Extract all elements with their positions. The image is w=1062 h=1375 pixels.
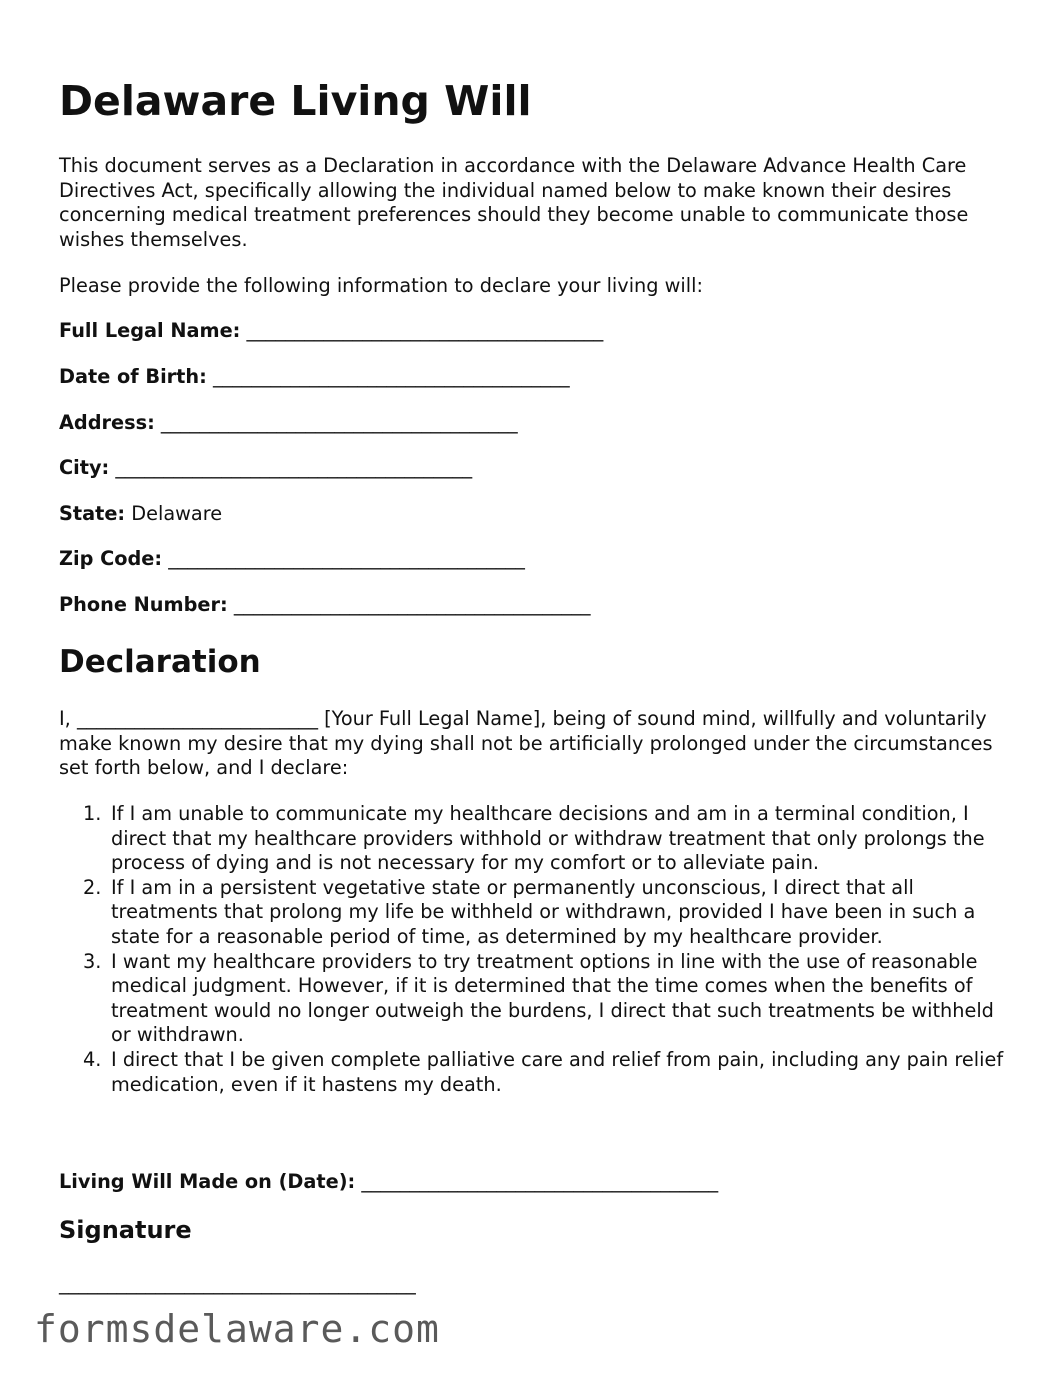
city-label: City: [59,456,110,479]
intro-paragraph: This document serves as a Declaration in accordance with the Delaware Advance Health Care Directives Act, specifically allowing the individual named below to make known their desires concerning medical treatment preferences should they become unable to communicate those wishes themselves. [59,154,969,251]
state-label: State: [59,502,126,525]
document-title: Delaware Living Will [59,77,532,125]
address-label: Address: [59,411,155,434]
field-full-legal-name [59,319,603,343]
zip-code-label: Zip Code: [59,547,163,570]
made-on-date-blank[interactable]: _____________________________________ [361,1170,719,1193]
instructions-prompt: Please provide the following information to declare your living will: [59,274,703,297]
signature-line[interactable]: _____________________________________ [59,1272,416,1295]
field-date-of-birth [59,365,570,389]
list-item-number: 4. [83,1047,102,1071]
field-phone-number [59,593,591,617]
list-item [59,802,1009,876]
watermark: formsdelaware.com [34,1307,440,1351]
list-item-number: 1. [83,802,102,825]
made-on-date-label: Living Will Made on (Date): [59,1170,356,1193]
field-made-on-date [59,1170,718,1194]
address-blank[interactable]: _____________________________________ [160,411,518,434]
phone-number-label: Phone Number: [59,593,228,616]
declaration-heading: Declaration [59,644,261,680]
field-city [59,456,472,480]
list-item [59,1048,1009,1097]
list-item [59,950,1009,1048]
full-legal-name-blank[interactable]: _____________________________________ [246,319,604,342]
declaration-list [59,802,1009,1097]
list-item-number: 2. [83,875,102,899]
city-blank[interactable]: _____________________________________ [115,456,473,479]
list-item-text: If I am unable to communicate my healthcare decisions and am in a terminal condition, I direct that my healthcare providers withhold or withdraw treatment that only prolongs the process of dying and is not necessary for my comfort or to alleviate pain. [111,802,985,875]
signature-heading: Signature [59,1216,192,1244]
list-item [59,876,1009,950]
list-item-text: I want my healthcare providers to try treatment options in line with the use of reasonable medical judgment. However, if it is determined that the time comes when the benefits of treatment would no longer outweigh the burdens, I direct that such treatments be withheld or withdrawn. [111,949,994,1047]
date-of-birth-label: Date of Birth: [59,365,207,388]
field-address [59,411,518,435]
list-item-text: I direct that I be given complete palliative care and relief from pain, including any pain relief medication, even if it hastens my death. [111,1047,1004,1096]
list-item-text: If I am in a persistent vegetative state or permanently unconscious, I direct that all treatments that prolong my life be withheld or withdrawn, provided I have been in such a state for a reasonable period of time, as determined by my healthcare provider. [111,875,976,948]
zip-code-blank[interactable]: _____________________________________ [168,547,525,570]
field-zip-code [59,547,525,571]
date-of-birth-blank[interactable]: _____________________________________ [212,365,570,388]
list-item-number: 3. [83,949,102,973]
state-value: Delaware [131,502,223,525]
phone-number-blank[interactable]: _____________________________________ [233,593,591,616]
field-state [59,502,222,526]
full-legal-name-label: Full Legal Name: [59,319,241,342]
declaration-paragraph: I, _________________________ [Your Full Legal Name], being of sound mind, willfully and voluntarily make known my desire that my dying shall not be artificially prolonged under the circumstances set forth below, and I declare: [59,707,993,780]
